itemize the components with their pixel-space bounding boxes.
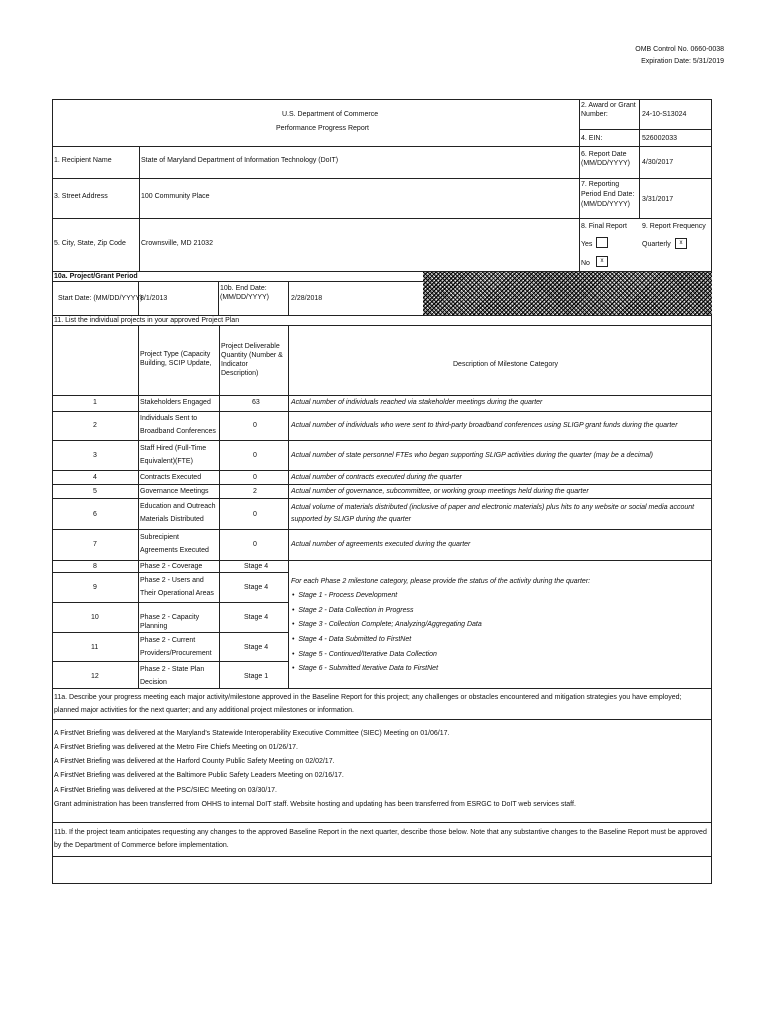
award-number-label: 2. Award or Grant Number: [581, 102, 636, 118]
row-number: 6 [93, 511, 97, 518]
end-date-label: 10b. End Date: (MM/DD/YYYY) [220, 285, 269, 301]
city-state-zip-value: Crownsville, MD 21032 [141, 240, 213, 247]
response-line: A FirstNet Briefing was delivered at the Metro Fire Chiefs Meeting on 01/26/17. [54, 744, 298, 751]
project-type: Individuals Sent to Broadband Conferences [140, 415, 216, 435]
final-report-no-checkbox[interactable]: x [596, 256, 608, 267]
start-date-value: 8/1/2013 [140, 295, 168, 302]
ein-label: 4. EIN: [581, 135, 603, 142]
deliverable-quantity: 63 [252, 399, 260, 406]
row-number: 8 [93, 563, 97, 570]
project-type: Contracts Executed [140, 474, 202, 481]
final-report-yes-label: Yes [581, 241, 593, 248]
response-line: A FirstNet Briefing was delivered at the Maryland's Statewide Interoperability Executive Committee (SIEC) Meeting on 01/06/17. [54, 730, 450, 737]
project-type: Phase 2 - State Plan Decision [140, 666, 205, 686]
milestone-description: Actual number of individuals who were sent to third-party broadband conferences using SLIGP grant funds during the quarter [291, 422, 678, 429]
milestone-description: Actual number of state personnel FTEs who began supporting SLIGP activities during the quarter (may be a decimal) [291, 452, 653, 459]
row-number: 5 [93, 488, 97, 495]
deliverable-quantity: 2 [253, 488, 257, 495]
street-address-label: 3. Street Address [54, 193, 108, 200]
project-type: Staff Hired (Full-Time Equivalent)(FTE) [140, 445, 207, 465]
quarterly-label: Quarterly [642, 241, 671, 248]
recipient-name-label: 1. Recipient Name [54, 157, 112, 164]
milestone-description: Actual number of governance, subcommittee, or working group meetings held during the quarter [291, 488, 589, 495]
project-type: Phase 2 - Current Providers/Procurement [140, 637, 212, 657]
omb-control-number: OMB Control No. 0660-0038 [635, 46, 724, 53]
row-number: 10 [91, 614, 99, 621]
row-number: 1 [93, 399, 97, 406]
final-report-no-label: No [581, 260, 590, 267]
project-type: Stakeholders Engaged [140, 399, 211, 406]
project-type: Governance Meetings [140, 488, 209, 495]
stage-item: • Stage 5 - Continued/Iterative Data Collection [292, 651, 437, 658]
ein-value: 526002033 [642, 135, 678, 142]
stage-item: • Stage 6 - Submitted Iterative Data to FirstNet [292, 665, 439, 672]
project-type: Phase 2 - Capacity Planning [140, 614, 200, 630]
quarterly-checkbox[interactable]: x [675, 238, 687, 249]
row-number: 9 [93, 584, 97, 591]
col-milestone-description: Description of Milestone Category [453, 361, 559, 368]
project-type: Education and Outreach Materials Distributed [140, 503, 216, 523]
deliverable-quantity: 0 [253, 511, 257, 518]
deliverable-quantity: Stage 4 [244, 644, 269, 651]
milestone-description: Actual volume of materials distributed (inclusive of paper and electronic materials) plus hits to any website or social media account supported by SLIGP during the quarter [291, 504, 695, 523]
project-type: Subrecipient Agreements Executed [140, 534, 209, 554]
city-state-zip-label: 5. City, State, Zip Code [54, 240, 126, 247]
deliverable-quantity: Stage 4 [244, 614, 269, 621]
reporting-period-end-value: 3/31/2017 [642, 196, 674, 203]
row-number: 11 [91, 644, 99, 651]
row-number: 3 [93, 452, 97, 459]
end-date-value: 2/28/2018 [291, 295, 323, 302]
stage-item: • Stage 3 - Collection Complete; Analyzing/Aggregating Data [292, 621, 482, 628]
phase2-instructions: For each Phase 2 milestone category, please provide the status of the activity during the quarter: [291, 578, 591, 585]
final-report-label: 8. Final Report [581, 223, 627, 230]
scan-noise-area [423, 272, 712, 315]
expiration-date: Expiration Date: 5/31/2019 [641, 58, 724, 65]
reporting-period-end-label: 7. Reporting Period End Date: (MM/DD/YYYY) [581, 181, 635, 208]
omb-info [635, 44, 724, 68]
deliverable-quantity: 0 [253, 474, 257, 481]
deliverable-quantity: 0 [253, 541, 257, 548]
award-number-value: 24-10-S13024 [642, 111, 687, 118]
section-11b-response[interactable] [53, 857, 711, 883]
report-title: Performance Progress Report [276, 125, 369, 132]
start-date-label: Start Date: (MM/DD/YYYY) [58, 295, 143, 302]
deliverable-quantity: Stage 4 [244, 563, 269, 570]
milestone-description: Actual number of individuals reached via stakeholder meetings during the quarter [291, 399, 543, 406]
street-address-value: 100 Community Place [141, 193, 210, 200]
row-number: 2 [93, 422, 97, 429]
response-line: A FirstNet Briefing was delivered at the Harford County Public Safety Meeting on 02/02/17. [54, 758, 335, 765]
project-type: Phase 2 - Coverage [140, 563, 203, 570]
col-deliverable-quantity: Project Deliverable Quantity (Number & Indicator Description) [221, 343, 283, 377]
stage-item: • Stage 2 - Data Collection in Progress [292, 607, 414, 614]
milestone-description: Actual number of agreements executed during the quarter [291, 541, 471, 548]
report-date-label: 6. Report Date (MM/DD/YYYY) [581, 151, 630, 167]
deliverable-quantity: 0 [253, 452, 257, 459]
response-line: Grant administration has been transferred from OHHS to internal DoIT staff. Website hosting and updating has been transferred from ESRGC to DoIT web services staff. [54, 801, 576, 808]
deliverable-quantity: Stage 4 [244, 584, 269, 591]
col-project-type: Project Type (Capacity Building, SCIP Update, [140, 351, 212, 367]
response-line: A FirstNet Briefing was delivered at the Baltimore Public Safety Leaders Meeting on 02/16/17. [54, 772, 344, 779]
project-type: Phase 2 - Users and Their Operational Areas [140, 577, 214, 597]
report-frequency-label: 9. Report Frequency [642, 223, 706, 230]
projects-heading: 11. List the individual projects in your approved Project Plan [54, 317, 240, 324]
section-11b-prompt: 11b. If the project team anticipates requesting any changes to the approved Baseline Report in the next quarter, describe those below. Note that any substantive changes to the Baseline Report must be approved by the Department of Commerce before implementation. [54, 829, 707, 849]
final-report-yes-checkbox[interactable] [596, 237, 608, 248]
section-11a-prompt: 11a. Describe your progress meeting each major activity/milestone approved in the Baseline Report for this project; any challenges or obstacles encountered and mitigation strategies you have employed; planned major activities for the next quarter; and any additional project milestones or information. [54, 694, 682, 714]
row-number: 7 [93, 541, 97, 548]
report-date-value: 4/30/2017 [642, 159, 674, 166]
stage-item: • Stage 1 - Process Development [292, 592, 398, 599]
response-line: A FirstNet Briefing was delivered at the PSC/SIEC Meeting on 03/30/17. [54, 787, 277, 794]
row-number: 12 [91, 673, 99, 680]
milestone-description: Actual number of contracts executed during the quarter [291, 474, 462, 481]
deliverable-quantity: 0 [253, 422, 257, 429]
stage-item: • Stage 4 - Data Submitted to FirstNet [292, 636, 412, 643]
department-name: U.S. Department of Commerce [282, 111, 379, 118]
row-number: 4 [93, 474, 97, 481]
project-period-heading: 10a. Project/Grant Period [54, 273, 138, 280]
deliverable-quantity: Stage 1 [244, 673, 269, 680]
recipient-name-value: State of Maryland Department of Information Technology (DoIT) [141, 157, 339, 164]
